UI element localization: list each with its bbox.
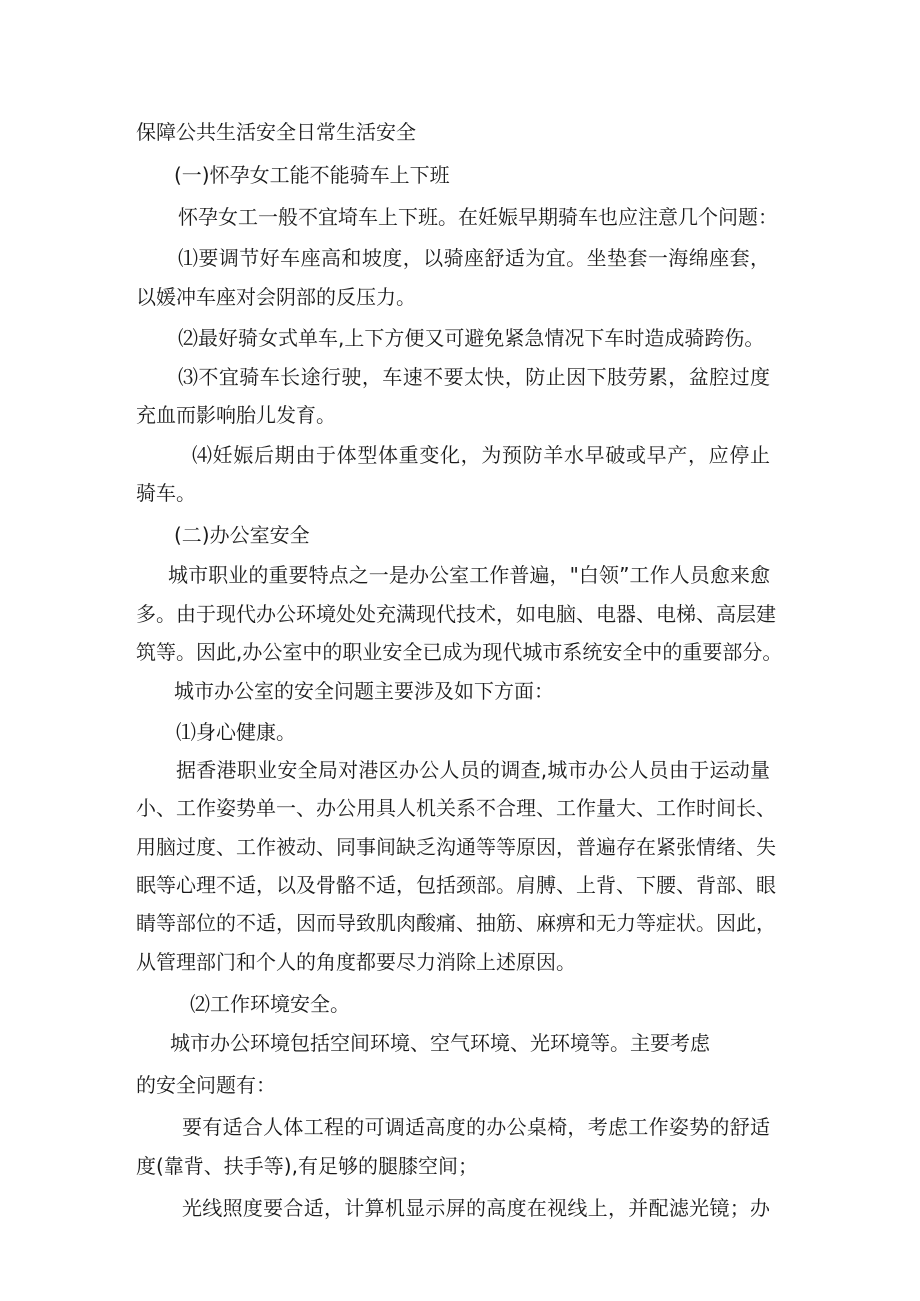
sub-1-line-3: 用脑过度、工作被动、同事间缺乏沟通等等原因，普遍存在紧张情绪、失	[136, 835, 776, 859]
section-2-para-1-line-2: 多。由于现代办公环境处处充满现代技术，如电脑、电器、电梯、高层建	[136, 602, 776, 626]
item-3-line-2: 充血而影响胎儿发育。	[136, 403, 336, 427]
item-4-line-1: ⑷妊娠后期由于体型体重变化，为预防羊水早破或早产，应停止	[192, 443, 770, 467]
sub-2-line-1: 城市办公环境包括空间环境、空气环境、光环境等。主要考虑	[170, 1031, 710, 1055]
sub-2-heading: ⑵工作环境安全。	[190, 992, 350, 1016]
item-3-line-1: ⑶不宜骑车长途行驶，车速不要太快，防止因下肢劳累，盆腔过度	[178, 365, 770, 389]
sub-1-line-6: 从管理部门和个人的角度都要尽力消除上述原因。	[136, 950, 576, 974]
bullet-2-line-1: 光线照度要合适，计算机显示屏的高度在视线上，并配滤光镜；办	[182, 1196, 770, 1220]
document-title: 保障公共生活安全日常生活安全	[136, 120, 416, 144]
section-2-para-1-line-1: 城市职业的重要特点之一是办公室工作普遍，"白领”工作人员愈来愈	[168, 563, 770, 587]
bullet-1-line-2: 度(靠背、扶手等),有足够的腿膝空间；	[136, 1154, 478, 1178]
item-1-line-2: 以媛冲车座对会阴部的反压力。	[136, 285, 416, 309]
item-2-line-1: ⑵最好骑女式单车,上下方便又可避免紧急情况下车时造成骑跨伤。	[178, 326, 765, 350]
sub-1-heading: ⑴身心健康。	[176, 720, 296, 744]
item-4-line-2: 骑车。	[136, 481, 196, 505]
sub-2-line-2: 的安全问题有：	[136, 1073, 276, 1097]
item-1-line-1: ⑴要调节好车座高和坡度，以骑座舒适为宜。坐垫套一海绵座套，	[178, 246, 770, 270]
section-2-para-2: 城市办公室的安全问题主要涉及如下方面：	[174, 679, 554, 703]
sub-1-line-1: 据香港职业安全局对港区办公人员的调查,城市办公人员由于运动量	[176, 758, 770, 782]
sub-1-line-5: 睛等部位的不适，因而导致肌肉酸痛、抽筋、麻痹和无力等症状。因此，	[136, 911, 776, 935]
bullet-1-line-1: 要有适合人体工程的可调适高度的办公桌椅，考虑工作姿势的舒适	[182, 1115, 770, 1139]
section-1-intro: 怀孕女工一般不宜埼车上下班。在妊娠早期骑车也应注意几个问题：	[178, 205, 778, 229]
sub-1-line-2: 小、工作姿势单一、办公用具人机关系不合理、工作量大、工作时间长、	[136, 796, 776, 820]
sub-1-line-4: 眠等心理不适，以及骨骼不适，包括颈部。肩膊、上背、下腰、背部、眼	[136, 873, 776, 897]
section-2-heading: (二)办公室安全	[174, 523, 310, 547]
section-1-heading: (一)怀孕女工能不能骑车上下班	[174, 163, 450, 187]
section-2-para-1-line-3: 筑等。因此,办公室中的职业安全已成为现代城市系统安全中的重要部分。	[136, 640, 783, 664]
